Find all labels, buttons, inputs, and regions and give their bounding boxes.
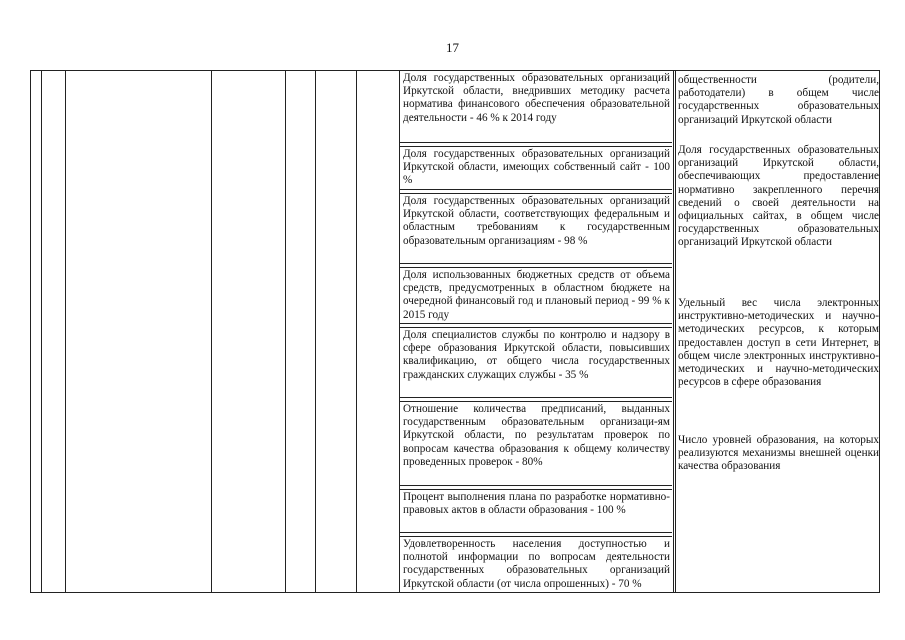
result-cell: Доля государственных образовательных организаций Иркутской области, обеспечивающих предоставление нормативно закрепленного перечня сведений о своей деятельности на официальных сайтах, в общем числе государственных образовательных организаций Иркутской области: [678, 144, 879, 249]
result-cell: Удельный вес числа электронных инструктивно-методических и научно-методических ресурсов, к которым предоставлен доступ в сети Интернет, в общем числе электронных инструктивно-методических и научно-методических ресурсов в сфере образования: [678, 297, 879, 389]
page-number: 17: [446, 40, 459, 55]
indicator-cell: Удовлетворенность населения доступностью и полнотой информации по вопросам деятельности государственных образовательных организаций Иркутской области (от числа опрошенных) - 70 %: [400, 536, 672, 593]
column-divider: [211, 71, 212, 592]
indicator-cell: Процент выполнения плана по разработке нормативно-правовых актов в области образования - 100 %: [400, 489, 672, 533]
result-cell: общественности (родители, работодатели) в общем числе государственных образовательных организаций Иркутской области: [678, 74, 879, 126]
indicators-table: [30, 70, 880, 593]
indicator-cell: Доля государственных образовательных организаций Иркутской области, имеющих собственный сайт - 100 %: [400, 146, 672, 190]
column-divider: [41, 71, 42, 592]
column-divider: [285, 71, 286, 592]
indicator-cell: Доля государственных образовательных организаций Иркутской области, внедривших методику расчета норматива финансового обеспечения образовательной деятельности - 46 % к 2014 году: [400, 71, 672, 143]
indicator-cell: Доля государственных образовательных организаций Иркутской области, соответствующих федеральным и областным требованиям к государственным образовательным организациям - 98 %: [400, 193, 672, 264]
column-divider: [356, 71, 357, 592]
column-divider: [673, 71, 674, 592]
indicator-cell: Доля использованных бюджетных средств от объема средств, предусмотренных в областном бюджете на очередной финансовый год и плановый период - 99 % к 2015 году: [400, 267, 672, 324]
indicator-cell: Доля специалистов службы по контролю и надзору в сфере образования Иркутской области, повысивших квалификацию, от общего числа государственных гражданских служащих службы - 35 %: [400, 327, 672, 398]
indicator-cell: Отношение количества предписаний, выданных государственным образовательным организаци-ям Иркутской области, по результатам проверок по вопросам качества образования к общему количеству проведенных проверок - 80%: [400, 401, 672, 486]
column-divider: [65, 71, 66, 592]
column-divider: [315, 71, 316, 592]
result-cell: Число уровней образования, на которых реализуются механизмы внешней оценки качества образования: [678, 434, 879, 473]
